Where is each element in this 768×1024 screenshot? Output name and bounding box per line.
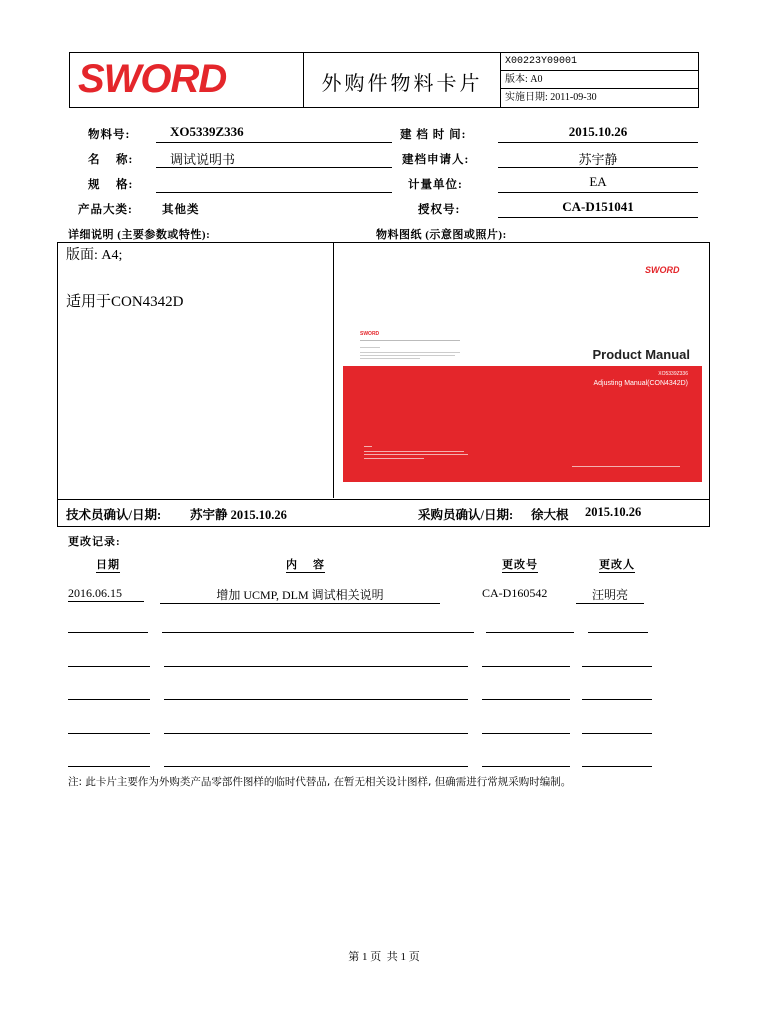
name-label: 名 称: [88,154,134,166]
unit-label: 计量单位: [408,179,463,191]
tech-confirm-label: 技术员确认/日期: [66,508,162,522]
applicant-label: 建档申请人: [402,154,470,166]
thumb-subtitle: Adjusting Manual(CON4342D) [593,380,688,387]
blank-row-3-content [164,699,468,700]
title-cell [304,53,501,107]
change-row-change-no: CA-D160542 [482,586,548,600]
change-row-date: 2016.06.15 [68,586,144,602]
col-change-no-header: 更改号 [502,556,538,573]
detail-line-2: 适用于CON4342D [66,294,184,310]
blank-row-2-person [582,666,652,667]
footnote: 注: 此卡片主要作为外购类产品零部件图样的临时代替品, 在暂无相关设计图样, 但确需进行常规采购时编制。 [68,776,572,788]
col-content-header: 内 容 [286,556,325,573]
auth-value: CA-D151041 [498,199,698,218]
blank-row-3-date [68,699,150,700]
blank-row-1-person [588,632,648,633]
thumb-brand-logo: SWORD [645,265,680,275]
blank-row-2-content [164,666,468,667]
header-table [69,52,699,108]
logo-cell [70,53,304,107]
changes-heading: 更改记录: [68,536,121,548]
version: 版本: A0 [501,71,698,89]
material-no-label: 物料号: [88,129,131,141]
blank-row-5-content [164,766,468,767]
blank-row-3-person [582,699,652,700]
thumb-small-text-lines [360,338,470,360]
blank-row-2-date [68,666,150,667]
name-text: 调试说明书 [170,152,236,167]
blank-row-1-date [68,632,148,633]
applicant-value: 苏宇静 [498,149,698,168]
auth-label: 授权号: [418,204,461,216]
drawing-heading: 物料图纸 (示意图或照片): [376,229,507,241]
name-value [156,149,392,168]
blank-row-3-change-no [482,699,570,700]
buyer-confirm-date: 2015.10.26 [585,505,642,519]
material-no-value [156,124,392,143]
detail-line-1: 版面: A4; [66,248,123,263]
blank-row-4-person [582,733,652,734]
thumb-brand-small: SWORD [360,331,380,337]
unit-value: EA [498,174,698,193]
page-number: 第 1 页 共 1 页 [348,951,420,963]
thumb-title: Product Manual [592,347,690,362]
thumb-band-footer-line [572,466,680,467]
created-time-value: 2015.10.26 [498,124,698,143]
material-no-text: XO5339Z336 [170,124,244,139]
blank-row-5-date [68,766,150,767]
blank-row-1-content [162,632,474,633]
thumb-band-text-lines [364,446,474,466]
category-value: 其他类 [162,204,200,216]
blank-row-4-content [164,733,468,734]
detail-divider [333,242,334,498]
col-date-header: 日期 [96,556,120,573]
blank-row-1-change-no [486,632,574,633]
sword-logo: SWORD [78,57,227,101]
thumb-code: XO5339Z336 [658,371,688,377]
buyer-confirm-name: 徐大根 [531,508,569,522]
col-person-header: 更改人 [599,556,635,573]
blank-row-4-date [68,733,150,734]
effective-date: 实施日期: 2011-09-30 [505,92,597,103]
doc-code: X00223Y09001 [501,53,698,71]
created-time-label: 建 档 时 间: [400,129,467,141]
change-row-person: 汪明亮 [576,586,644,604]
blank-row-5-change-no [482,766,570,767]
category-label: 产品大类: [78,204,133,216]
blank-row-2-change-no [482,666,570,667]
change-row-content: 增加 UCMP, DLM 调试相关说明 [160,586,440,604]
detail-heading: 详细说明 (主要参数或特性): [68,229,211,241]
blank-row-4-change-no [482,733,570,734]
tech-confirm-value: 苏宇静 2015.10.26 [190,508,287,522]
blank-row-5-person [582,766,652,767]
spec-label: 规 格: [88,179,134,191]
form-title: 外购件物料卡片 [321,71,483,95]
meta-cell [501,53,698,107]
spec-value [156,174,392,193]
buyer-confirm-label: 采购员确认/日期: [418,508,514,522]
